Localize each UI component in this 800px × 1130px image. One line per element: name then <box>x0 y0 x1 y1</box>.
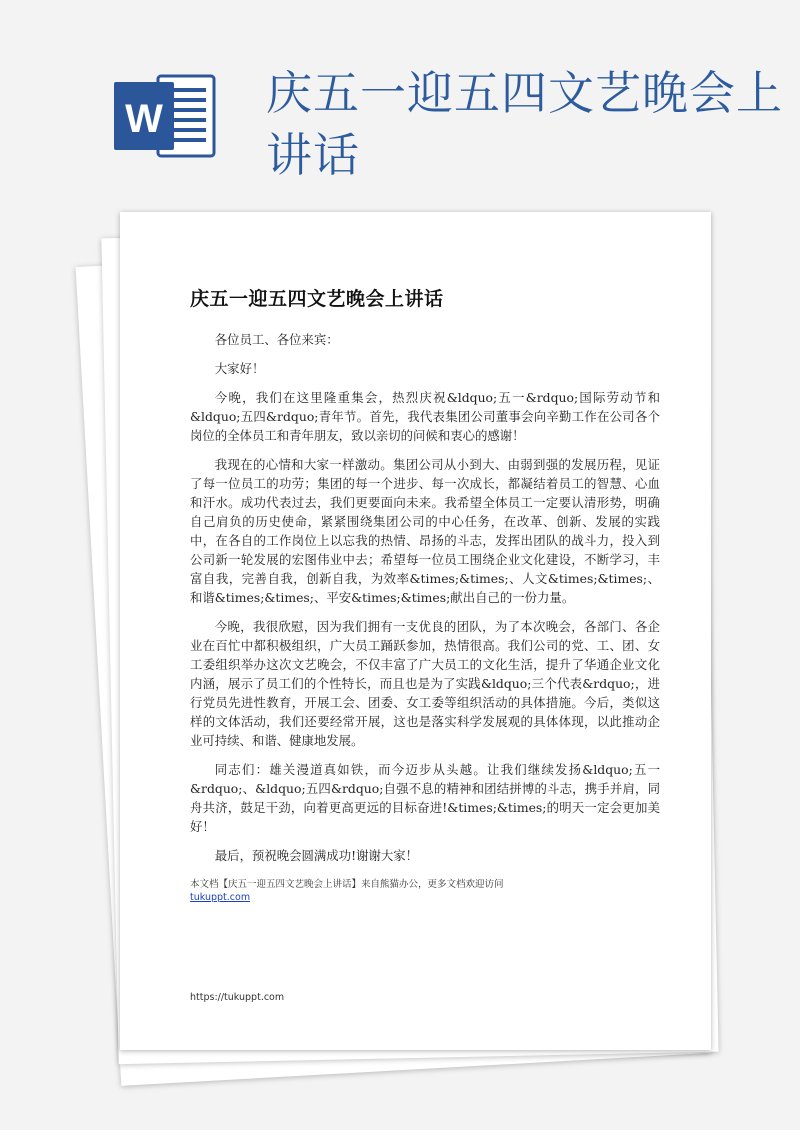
page-url: https://tukuppt.com <box>190 992 285 1003</box>
paragraph: 各位员工、各位来宾： <box>214 332 339 347</box>
document-body <box>190 330 660 875</box>
paragraph: 大家好！ <box>214 361 265 376</box>
paragraph: 今晚，我很欣慰，因为我们拥有一支优良的团队，为了本次晚会，各部门、各企业在百忙中都积极组织，广大员工踊跃参加，热情很高。我们公司的党、工、团、女工委组织举办这次文艺晚会，不仅丰富了广大员工的文化生活，提升了华通企业文化内涵，展示了员工们的个性特长，而且也是为了实践&ldquo;三个代表&rdquo;，进行党员先进性教育，开展工会、团委、女工委等组织活动的具体措施。今后，类似这样的文体活动，我们还要经常开展，这也是落实科学发展观的具体体现，以此推动企业可持续、和谐、健康地发展。 <box>190 619 660 748</box>
word-document-icon <box>110 68 220 164</box>
document-title: 庆五一迎五四文艺晚会上讲话 <box>190 288 444 310</box>
source-note <box>190 878 670 904</box>
paragraph: 今晚，我们在这里隆重集会，热烈庆祝&ldquo;五一&rdquo;国际劳动节和&ldquo;五四&rdquo;青年节。首先，我代表集团公司董事会向辛勤工作在公司各个岗位的全体员工和青年朋友，致以亲切的问候和衷心的感谢！ <box>190 390 660 443</box>
source-note-text: 本文档【庆五一迎五四文艺晚会上讲话】来自熊猫办公，更多文档欢迎访问 <box>190 879 504 890</box>
paragraph: 同志们：雄关漫道真如铁，而今迈步从头越。让我们继续发扬&ldquo;五一&rdquo;、&ldquo;五四&rdquo;自强不息的精神和团结拼博的斗志，携手并肩，同舟共济，鼓足干劲，向着更高更远的目标奋进!&times;&times;的明天一定会更加美好！ <box>190 762 660 834</box>
word-icon-letter: W <box>125 97 163 141</box>
banner-title: 庆五一迎五四文艺晚会上讲话 <box>266 66 783 182</box>
source-link[interactable]: tukuppt.com <box>190 892 251 903</box>
document-page <box>120 212 711 1050</box>
paragraph: 我现在的心情和大家一样激动。集团公司从小到大、由弱到强的发展历程，见证了每一位员工的功劳；集团的每一个进步、每一次成长，都凝结着员工的智慧、心血和汗水。成功代表过去，我们更要面向未来。我希望全体员工一定要认清形势，明确自己肩负的历史使命，紧紧围绕集团公司的中心任务，在改革、创新、发展的实践中，在各自的工作岗位上以忘我的热情、昂扬的斗志，发挥出团队的战斗力，投入到公司新一轮发展的宏图伟业中去；希望每一位员工围绕企业文化建设，不断学习，丰富自我，完善自我，创新自我，为效率&times;&times;、人文&times;&times;、和谐&times;&times;、平安&times;&times;献出自己的一份力量。 <box>190 457 660 605</box>
paragraph: 最后，预祝晚会圆满成功!谢谢大家！ <box>214 848 419 863</box>
